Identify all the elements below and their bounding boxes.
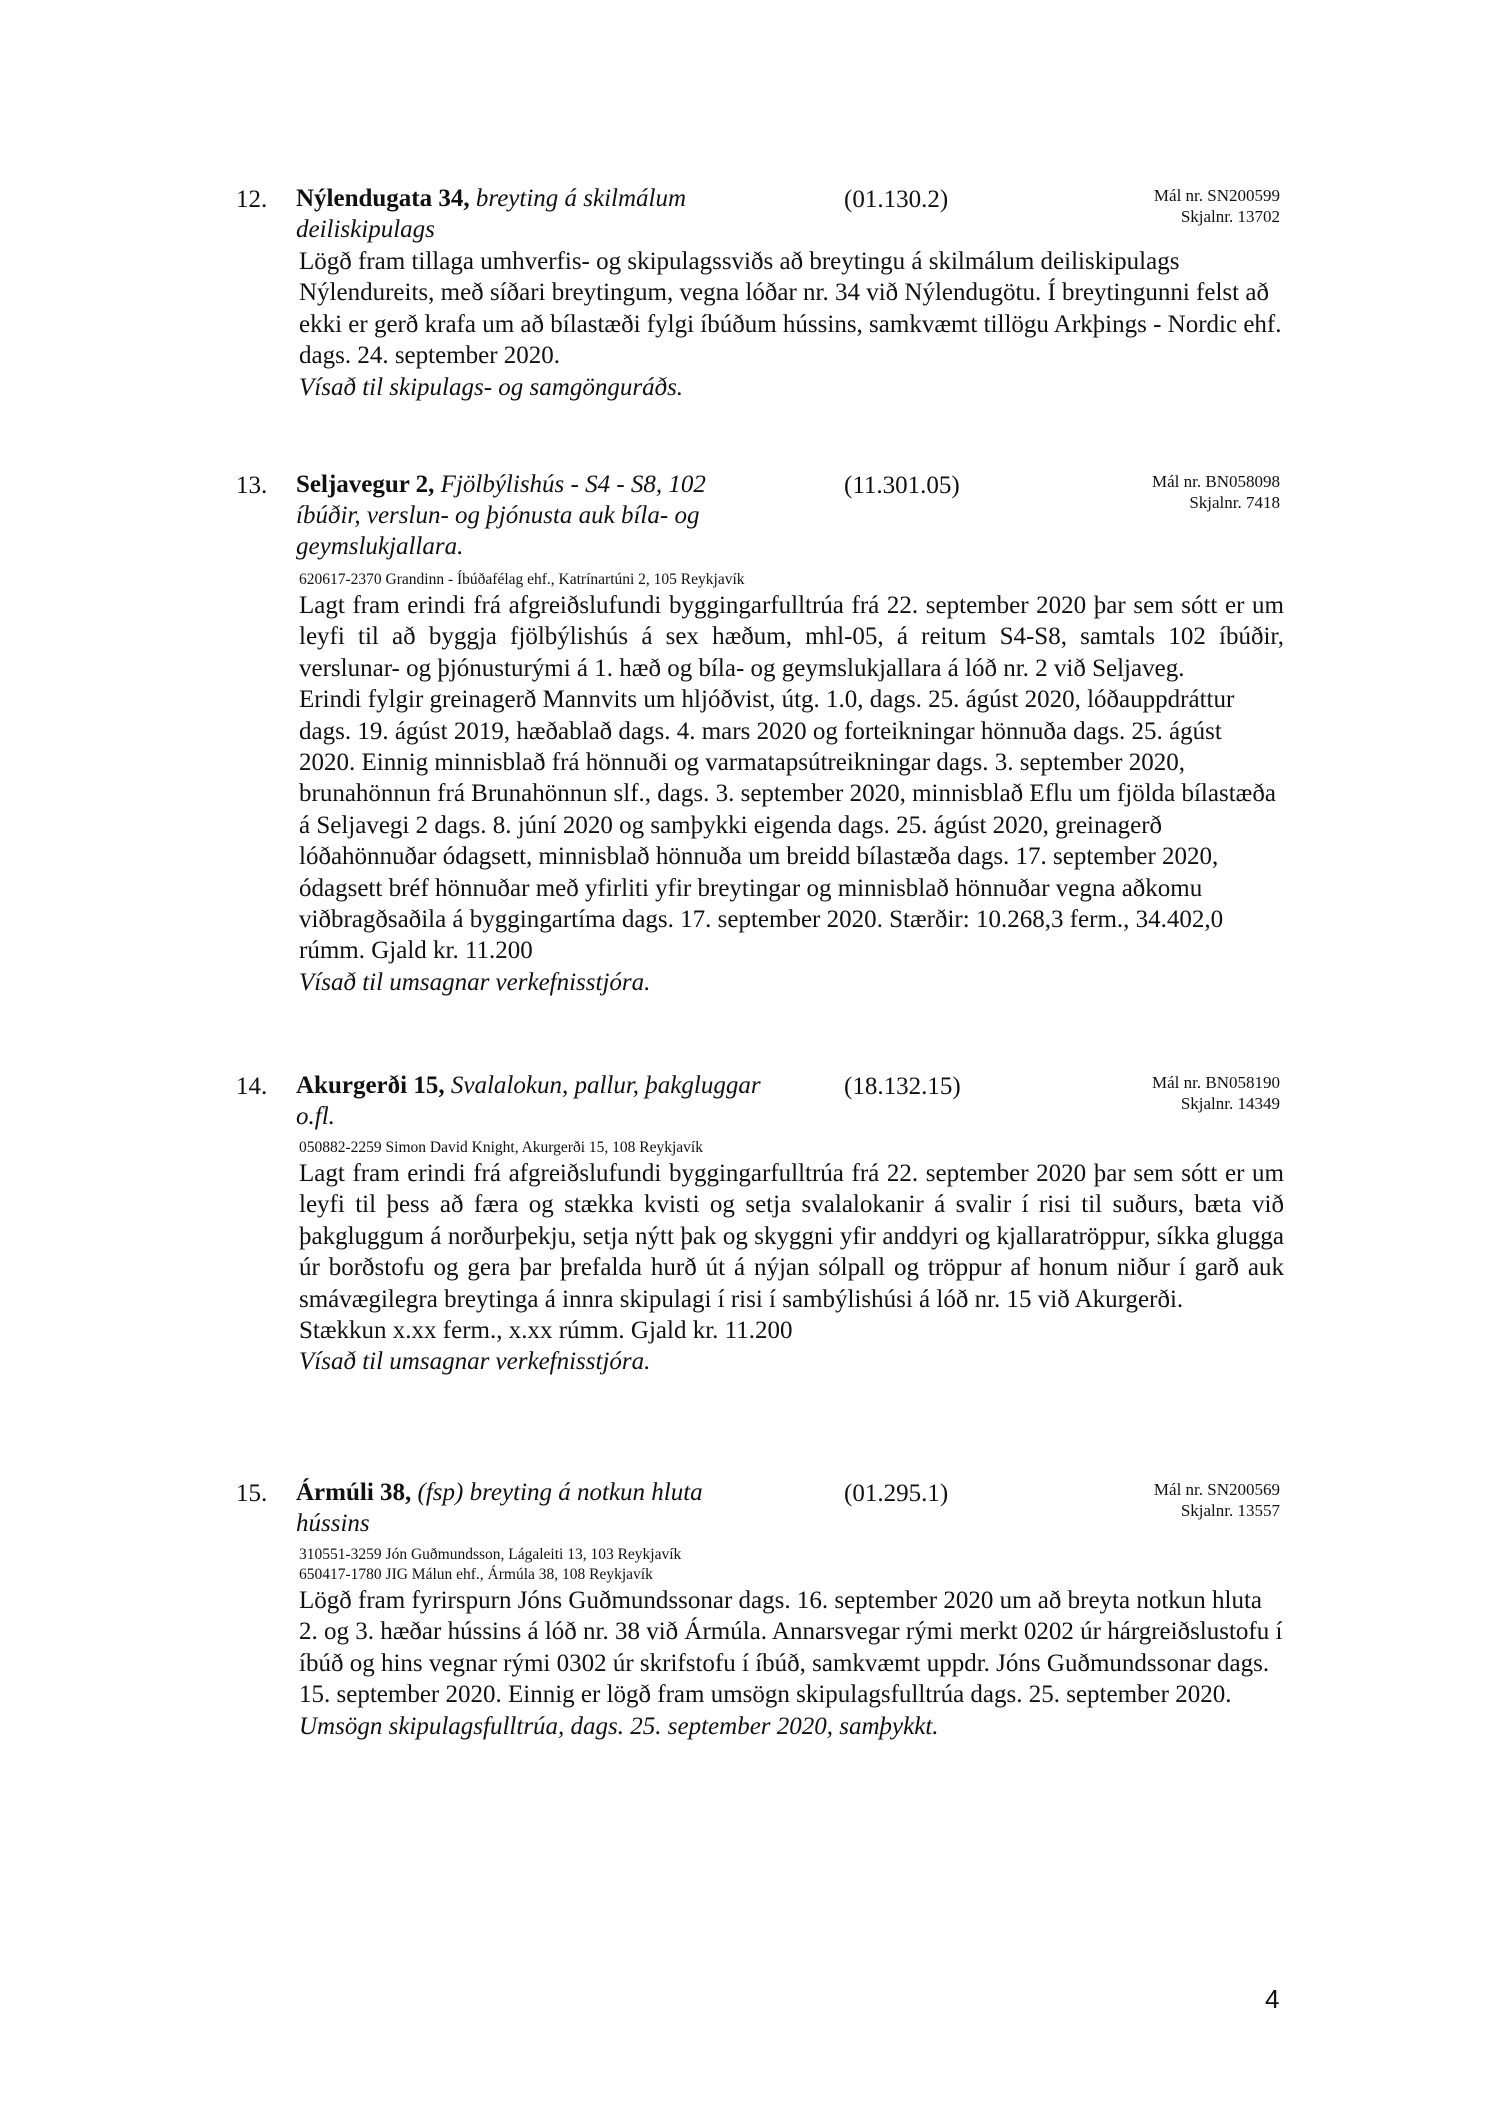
item-applicants	[299, 1545, 999, 1585]
item-conclusion: Vísað til umsagnar verkefnisstjóra.	[299, 968, 651, 996]
item-body	[299, 590, 1284, 998]
item-references	[1154, 185, 1280, 227]
item-address: Seljavegur 2,	[296, 471, 435, 498]
item-address: Nýlendugata 34,	[296, 185, 470, 212]
item-number: 15.	[236, 1480, 268, 1507]
item-subject: Fjölbýlishús - S4 - S8, 102 íbúðir, verslun- og þjónusta auk bíla- og geymslukjallara.	[296, 471, 706, 560]
item-number: 12.	[236, 186, 268, 213]
item-paragraph: Lögð fram tillaga umhverfis- og skipulagssviðs að breytingu á skilmálum deiliskipulags Nýlendureits, með síðari breytingum, vegna lóðar nr. 34 við Nýlendugötu. Í breytingunni felst að ekki er gerð krafa um að bílastæði fylgi íbúðum hússins, samkvæmt tillögu Arkþings - Nordic ehf. dags. 24. september 2020.	[299, 248, 1282, 370]
applicant-line: 650417-1780 JIG Málun ehf., Ármúla 38, 108 Reykjavík	[299, 1566, 653, 1583]
item-body	[299, 246, 1284, 403]
case-number: Mál nr. BN058190	[1152, 1073, 1280, 1092]
case-number: Mál nr. SN200599	[1153, 186, 1280, 205]
item-number: 13.	[236, 472, 268, 499]
item-paragraph: Stækkun x.xx ferm., x.xx rúmm. Gjald kr. 11.200	[299, 1317, 793, 1345]
item-references	[1152, 1072, 1280, 1114]
item-land-code: (11.301.05)	[844, 472, 960, 499]
item-conclusion: Umsögn skipulagsfulltrúa, dags. 25. september 2020, samþykkt.	[299, 1712, 939, 1740]
item-title	[296, 469, 776, 562]
item-title	[296, 1477, 776, 1539]
item-land-code: (18.132.15)	[844, 1073, 961, 1100]
document-number: Skjalnr. 13702	[1180, 207, 1280, 226]
case-number: Mál nr. BN058098	[1152, 472, 1280, 491]
document-number: Skjalnr. 13557	[1180, 1501, 1280, 1520]
item-number: 14.	[236, 1073, 268, 1100]
item-title	[296, 183, 776, 245]
item-land-code: (01.130.2)	[844, 186, 949, 213]
page-number: 4	[1265, 1984, 1280, 2014]
item-land-code: (01.295.1)	[844, 1480, 949, 1507]
case-number: Mál nr. SN200569	[1153, 1480, 1280, 1499]
item-body	[299, 1585, 1284, 1742]
item-paragraph: Erindi fylgir greinagerð Mannvits um hljóðvist, útg. 1.0, dags. 25. ágúst 2020, lóðauppdráttur dags. 19. ágúst 2019, hæðablað dags. 4. mars 2020 og forteikningar hönnuða dags. 25. ágúst 2020. Einnig minnisblað frá hönnuði og varmatapsútreikningar dags. 3. september 2020, brunahönnun frá Brunahönnun slf., dags. 3. september 2020, minnisblað Eflu um fjölda bílastæða á Seljavegi 2 dags. 8. júní 2020 og samþykki eigenda dags. 25. ágúst 2020, greinagerð lóðahönnuðar ódagsett, minnisblað hönnuða um breidd bílastæða dags. 17. september 2020, ódagsett bréf hönnuðar með yfirliti yfir breytingar og minnisblað hönnuðar vegna aðkomu viðbragðsaðila á byggingartíma dags. 17. september 2020. Stærðir: 10.268,3 ferm., 34.402,0 rúmm. Gjald kr. 11.200	[299, 686, 1276, 965]
item-paragraph: Lagt fram erindi frá afgreiðslufundi byggingarfulltrúa frá 22. september 2020 þar sem sótt er um leyfi til þess að færa og stækka kvisti og setja svalalokanir á svalir í risi til suðurs, bæta við þakgluggum á norðurþekju, setja nýtt þak og skyggni yfir anddyri og kjallaratröppur, síkka glugga úr borðstofu og gera þar þrefalda hurð út á nýjan sólpall og tröppur af honum niður í garð auk smávægilegra breytinga á innra skipulagi í risi í sambýlishúsi á lóð nr. 15 við Akurgerði.	[299, 1160, 1284, 1313]
item-body	[299, 1158, 1284, 1378]
item-paragraph: Lögð fram fyrirspurn Jóns Guðmundssonar dags. 16. september 2020 um að breyta notkun hluta 2. og 3. hæðar hússins á lóð nr. 38 við Ármúla. Annarsvegar rými merkt 0202 úr hárgreiðslustofu í íbúð og hins vegnar rými 0302 úr skrifstofu í íbúð, samkvæmt uppdr. Jóns Guðmundssonar dags. 15. september 2020. Einnig er lögð fram umsögn skipulagsfulltrúa dags. 25. september 2020.	[299, 1587, 1283, 1709]
item-paragraph: Lagt fram erindi frá afgreiðslufundi byggingarfulltrúa frá 22. september 2020 þar sem sótt er um leyfi til að byggja fjölbýlishús á sex hæðum, mhl-05, á reitum S4-S8, samtals 102 íbúðir, verslunar- og þjónusturými á 1. hæð og bíla- og geymslukjallara á lóð nr. 2 við Seljaveg.	[299, 592, 1284, 682]
item-conclusion: Vísað til umsagnar verkefnisstjóra.	[299, 1348, 651, 1376]
document-number: Skjalnr. 14349	[1180, 1094, 1280, 1113]
item-references	[1154, 1479, 1280, 1521]
applicant-line: 310551-3259 Jón Guðmundsson, Lágaleiti 13, 103 Reykjavík	[299, 1546, 682, 1563]
item-subject: (fsp) breyting á notkun hluta hússins	[296, 1479, 703, 1537]
item-conclusion: Vísað til skipulags- og samgönguráðs.	[299, 373, 684, 401]
applicant-line: 620617-2370 Grandinn - Íbúðafélag ehf., Katrínartúni 2, 105 Reykjavík	[299, 571, 745, 588]
applicant-line: 050882-2259 Simon David Knight, Akurgerði 15, 108 Reykjavík	[299, 1139, 703, 1156]
item-applicants	[299, 570, 999, 590]
item-applicants	[299, 1138, 999, 1158]
item-references	[1152, 471, 1280, 513]
item-subject: Svalalokun, pallur, þakgluggar o.fl.	[296, 1072, 761, 1130]
document-number: Skjalnr. 7418	[1189, 493, 1280, 512]
item-title	[296, 1070, 776, 1132]
item-address: Akurgerði 15,	[296, 1072, 445, 1099]
item-subject: breyting á skilmálum deiliskipulags	[296, 185, 687, 243]
item-address: Ármúli 38,	[296, 1479, 412, 1506]
